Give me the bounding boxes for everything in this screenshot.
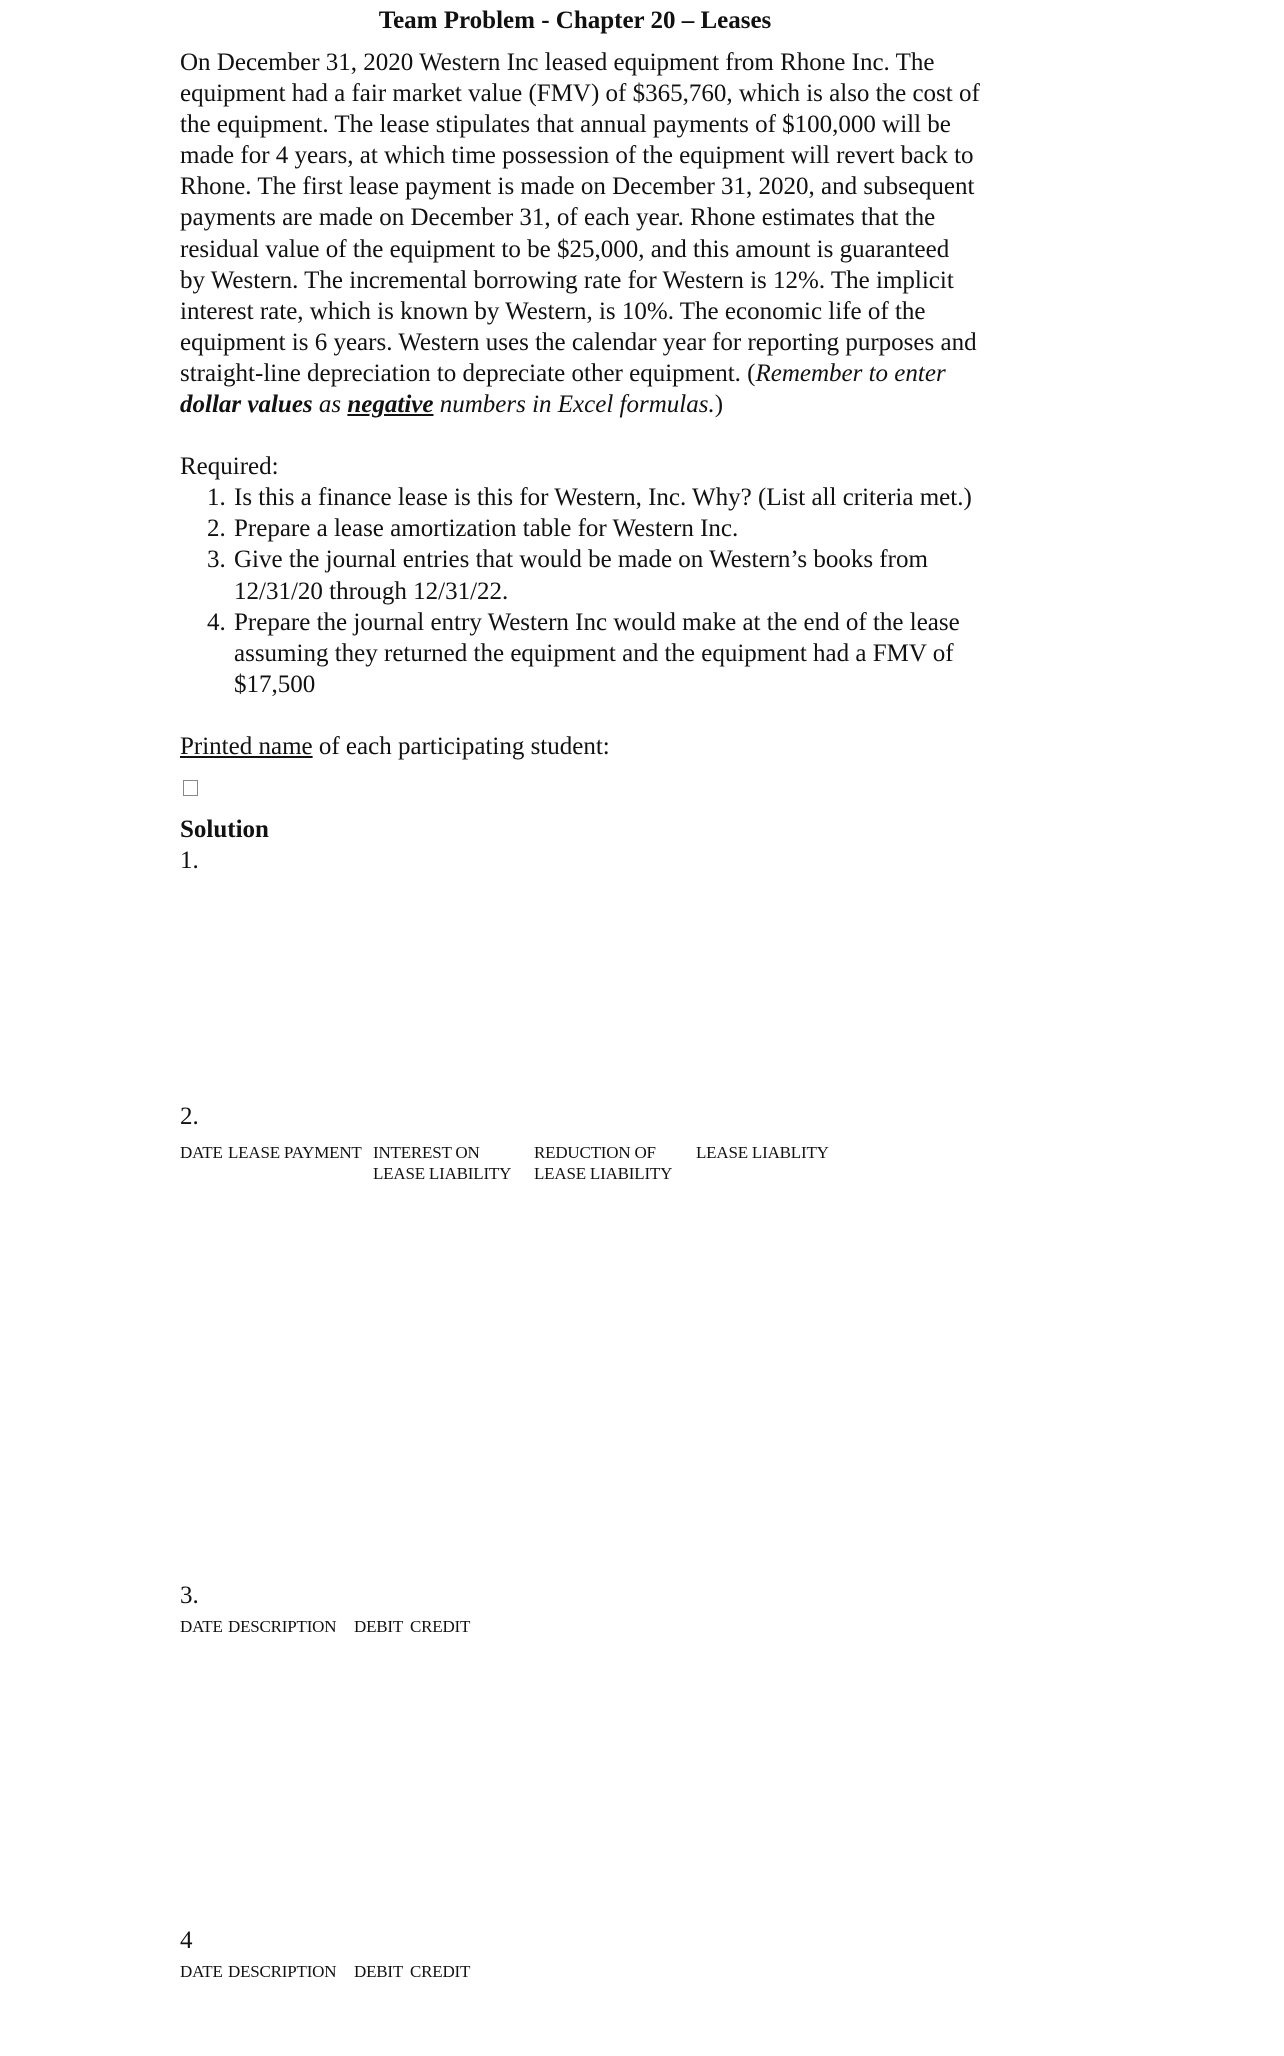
- col-reduction-line2: LEASE LIABILITY: [534, 1164, 673, 1183]
- j3-col-description: DESCRIPTION: [228, 1617, 337, 1636]
- required-list: [180, 482, 980, 700]
- j3-col-debit: DEBIT: [354, 1617, 404, 1636]
- required-item-1: 1. Is this a finance lease is this for Western, Inc. Why? (List all criteria met.): [232, 482, 980, 513]
- col-lease-payment: LEASE PAYMENT: [228, 1143, 362, 1162]
- required-item-2: 2. Prepare a lease amortization table for Western Inc.: [232, 513, 980, 544]
- j3-col-credit: CREDIT: [410, 1617, 471, 1636]
- checkbox[interactable]: [183, 780, 198, 796]
- excel-note-italic-1: Remember to enter: [755, 359, 946, 387]
- excel-note-close: ): [714, 391, 724, 419]
- document-body: [180, 47, 980, 876]
- j3-col-date: DATE: [180, 1617, 223, 1636]
- solution-part-3: 3.: [180, 1582, 199, 1609]
- col-reduction: REDUCTION OF: [534, 1143, 656, 1162]
- col-lease-liability: LEASE LIABLITY: [696, 1143, 829, 1162]
- printed-name-rest: of each participating student:: [312, 732, 610, 760]
- j4-col-credit: CREDIT: [410, 1962, 471, 1981]
- required-item-4: 4. Prepare the journal entry Western Inc would make at the end of the lease assuming they returned the equipment and the equipment had a FMV of $17,500: [232, 607, 980, 700]
- page-title: Team Problem - Chapter 20 – Leases: [378, 7, 772, 34]
- problem-text: On December 31, 2020 Western Inc leased equipment from Rhone Inc. The equipment had a fair market value (FMV) of $365,760, which is also the cost of the equipment. The lease stipulates that annual payments of $100,000 will be made for 4 years, at which time possession of the equipment will revert back to Rhone. The first lease payment is made on December 31, 2020, and subsequent payments are made on December 31, of each year. Rhone estimates that the residual value of the equipment to be $25,000, and this amount is guaranteed by Western. The incremental borrowing rate for Western is 12%. The implicit interest rate, which is known by Western, is 10%. The economic life of the equipment is 6 years. Western uses the calendar year for reporting purposes and straight-line depreciation to depreciate other equipment. (: [180, 49, 980, 387]
- required-label: Required:: [180, 453, 279, 481]
- solution-part-2: 2.: [180, 1103, 199, 1130]
- printed-name-label: Printed name: [180, 732, 313, 760]
- problem-paragraph: [180, 47, 980, 420]
- excel-note-bold-1: dollar values: [180, 391, 313, 419]
- solution-heading: Solution: [180, 816, 269, 844]
- j4-col-description: DESCRIPTION: [228, 1962, 337, 1981]
- col-interest-line2: LEASE LIABILITY: [373, 1164, 512, 1183]
- solution-part-4: 4: [180, 1927, 193, 1954]
- excel-note-negative: negative: [347, 391, 434, 419]
- required-item-3: 3. Give the journal entries that would be made on Western’s books from 12/31/20 through 12/31/22.: [232, 544, 980, 606]
- printed-name-line: [180, 731, 980, 762]
- excel-note-italic-2: as: [312, 391, 348, 419]
- j4-col-debit: DEBIT: [354, 1962, 404, 1981]
- col-date: DATE: [180, 1143, 223, 1162]
- j4-col-date: DATE: [180, 1962, 223, 1981]
- excel-note-italic-3: numbers in Excel formulas.: [433, 391, 715, 419]
- solution-part-1: 1.: [180, 847, 199, 875]
- col-interest: INTEREST ON: [373, 1143, 480, 1162]
